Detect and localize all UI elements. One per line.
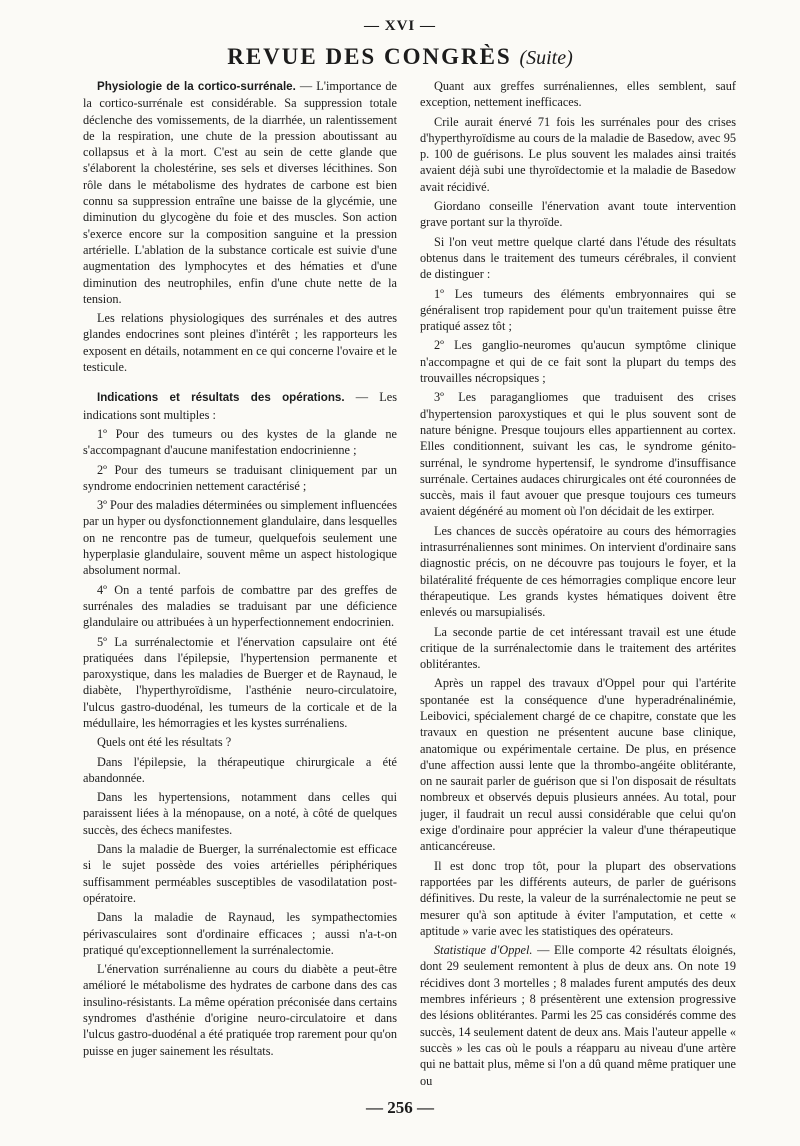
list-item: 2º Les ganglio-neuromes qu'aucun symptôme clinique n'accompagne et qui de ce fait sont la plupart du temps des trouvailles nécropsiques ;: [420, 338, 736, 386]
statistique-body: — Elle comporte 42 résultats éloignés, dont 29 seulement remontent à plus de deux ans. On note 19 récidives dont 3 mortelles ; 8 malades furent amputés des deux membres inférieurs ; 8 présentèrent une extension progressive des lésions oblitérantes. Parmi les 25 cas considérés comme des succès, 14 seulement datent de deux ans. Mais l'auteur appelle « succès » les cas où le pouls a réapparu au niveau d'une artère qui ne battait plus, même si l'on a dû quand même pratiquer une ou: [420, 943, 736, 1088]
paragraph: Dans l'épilepsie, la thérapeutique chirurgicale a été abandonnée.: [83, 754, 397, 785]
section-title-indications: Indications et résultats des opérations.: [97, 391, 345, 405]
statistique-title: Statistique d'Oppel.: [434, 943, 533, 958]
paragraph: La seconde partie de cet intéressant travail est une étude critique de la surrénalectomie dans le traitement des artérites oblitérantes.: [420, 624, 736, 672]
section-statistique: [420, 942, 736, 1089]
page-number: — 256 —: [366, 1098, 434, 1117]
paragraph: Après un rappel des travaux d'Oppel pour qui l'artérite spontanée est la conséquence d'une hyperadrénalinémie, Leibovici, spécialement chargé de ce chapitre, constate que les travaux en question ne présentent aucune base clinique, anatomique ou expérimentale certaine. De plus, en présence d'une affection aussi lente que la thrombo-angéite oblitérante, on ne saurait parler de guérison que si l'on disposait de résultats nombreux et observés depuis plusieurs années. Au total, pour juger, il faudrait un recul aussi considérable que celui qu'on exige d'ordinaire pour apprécier la valeur d'une thérapeutique anticancéreuse.: [420, 676, 736, 854]
list-item: 3º Les paragangliomes que traduisent des crises d'hypertension paroxystiques et qui le plus souvent sont de nature bénigne. Presque toujours elles appartiennent au cortex. Elles conditionnent, suivant les cas, le syndrome génito-surrénal, le syndrome hypertensif, le syndrome d'insuffisance surrénale. Certaines audaces chirurgicales ont été couronnées de succès, mais il faut avouer que presque toujours ces tumeurs avaient dégénéré au moment où l'on décidait de les extirper.: [420, 390, 736, 519]
question: Quels ont été les résultats ?: [97, 735, 232, 750]
journal-title: [0, 44, 800, 70]
list-item: 2º Pour des tumeurs se traduisant cliniquement par un syndrome endocrinien nettement caractérisé ;: [83, 462, 397, 493]
list-item: 1º Les tumeurs des éléments embryonnaires qui se généralisent trop rapidement pour qu'un traitement puisse être pratiqué assez tôt ;: [420, 286, 736, 334]
list-item: 3º Pour des maladies déterminées ou simplement influencées par un hyper ou dysfonctionnement glandulaire, dans lesquelles on ne rencontre pas de tumeur, quelquefois seulement une hyperplasie glandulaire, souvent même un aspect histologique absolument normal.: [83, 498, 397, 578]
paragraph: Les chances de succès opératoire au cours des hémorragies intrasurrénaliennes sont minimes. On intervient d'ordinaire sans diagnostic précis, on ne découvre pas toujours le foyer, et la bilatéralité fréquente de ces hémorragies complique encore leur thérapeutique. Les grands kystes hématiques doivent être enlevés ou marsupialisés.: [420, 523, 736, 620]
paragraph: Dans la maladie de Raynaud, les sympathectomies périvasculaires sont d'ordinaire efficaces ; aussi n'a-t-on pratiqué qu'exceptionnellement la surrénalectomie.: [83, 910, 397, 957]
right-column: [420, 78, 736, 1098]
left-column: [83, 78, 397, 1098]
journal-title-text: REVUE DES CONGRÈS: [227, 44, 512, 69]
section-indications: [83, 389, 397, 423]
paragraph: Il est donc trop tôt, pour la plupart des observations rapportées par les différents auteurs, de parler de guérisons définitives. Du reste, la valeur de la surrénalectomie ne peut se mesurer qu'à son aptitude à éviter l'amputation, et cette « aptitude » varie avec les statistiques des opérateurs.: [420, 858, 736, 938]
section-physiologie: [83, 78, 397, 307]
paragraph: Dans la maladie de Buerger, la surrénalectomie est efficace si le sujet possède des voies artérielles périphériques suffisamment perméables susceptibles de vasodilatation post-opératoire.: [83, 842, 397, 905]
paragraph: Quant aux greffes surrénaliennes, elles semblent, sauf exception, nettement inefficaces.: [420, 79, 736, 110]
paragraph: Crile aurait énervé 71 fois les surrénales pour des crises d'hyperthyroïdisme au cours de la maladie de Basedow, avec 95 p. 100 de guérisons. Le plus souvent les malades ainsi traités avaient déjà subi une thyroïdectomie et la maladie de Basedow avait récidivé.: [420, 114, 736, 194]
section-body-indications: — Les indications sont multiples :: [83, 390, 397, 422]
paragraph: Giordano conseille l'énervation avant toute intervention grave portant sur la thyroïde.: [420, 199, 736, 230]
paragraph: Si l'on veut mettre quelque clarté dans l'étude des résultats obtenus dans le traitement des tumeurs cérébrales, il convient de distinguer :: [420, 234, 736, 282]
list-item: 1º Pour des tumeurs ou des kystes de la glande ne s'accompagnant d'aucune manifestation endocrinienne ;: [83, 426, 397, 458]
page-roman-numeral: — XVI —: [363, 18, 436, 34]
list-item: 5º La surrénalectomie et l'énervation capsulaire ont été pratiquées dans l'épilepsie, l'hypertension permanente et paroxystique, dans les maladies de Buerger et de Raynaud, le diabète, l'hyperthyroïdisme, l'asthénie neuro-circulatoire, l'ulcus gastro-duodénal, les tumeurs de la corticale et de la médullaire, les hémorragies et les kystes surrénaliens.: [83, 634, 397, 730]
paragraph: Les relations physiologiques des surrénales et des autres glandes endocrines sont pleines d'intérêt ; les rapporteurs les exposent en détails, notamment en ce qui concerne l'ovaire et le testicule.: [83, 311, 397, 375]
journal-title-suite: (Suite): [519, 47, 573, 69]
paragraph: Dans les hypertensions, notamment dans celles qui paraissent liées à la ménopause, on a noté, à côté de quelques succès, des échecs manifestes.: [83, 790, 397, 837]
list-item: 4º On a tenté parfois de combattre par des greffes de surrénales des maladies se traduisant par une déficience glandulaire ou attribuées à un hyperfectionnement endocrinien.: [83, 582, 397, 630]
section-body-physiologie: — L'importance de la cortico-surrénale est considérable. Sa suppression totale déclenche des vomissements, de la diarrhée, un ralentissement de la respiration, une chute de la pression aboutissant au collapsus et à la mort. C'est au sein de cette glande que s'élaborent la cholestérine, ses sels et diverses lécithines. Son rôle dans le métabolisme des hydrates de carbone est bien connu sa suppression entraîne une baisse de la glycémie, une diminution du glycogène du foie et des muscles. Son action s'exerce encore sur la composition sanguine et la pression artérielle. L'ablation de la substance corticale est suivie d'une augmentation des lymphocytes et des hématies et d'une diminution des neutrophiles, enfin d'une chute nette de la tension.: [83, 79, 397, 306]
paragraph: L'énervation surrénalienne au cours du diabète a peut-être amélioré le métabolisme des hydrates de carbone dans des cas insulino-résistants. La même opération préconisée dans certains syndromes d'asthénie d'origine neuro-circulatoire et dans l'ulcus gastro-duodénal a été pratiquée trop rarement pour qu'on puisse en juger sainement les résultats.: [83, 962, 397, 1058]
section-title-physiologie: Physiologie de la cortico-surrénale.: [97, 80, 296, 93]
